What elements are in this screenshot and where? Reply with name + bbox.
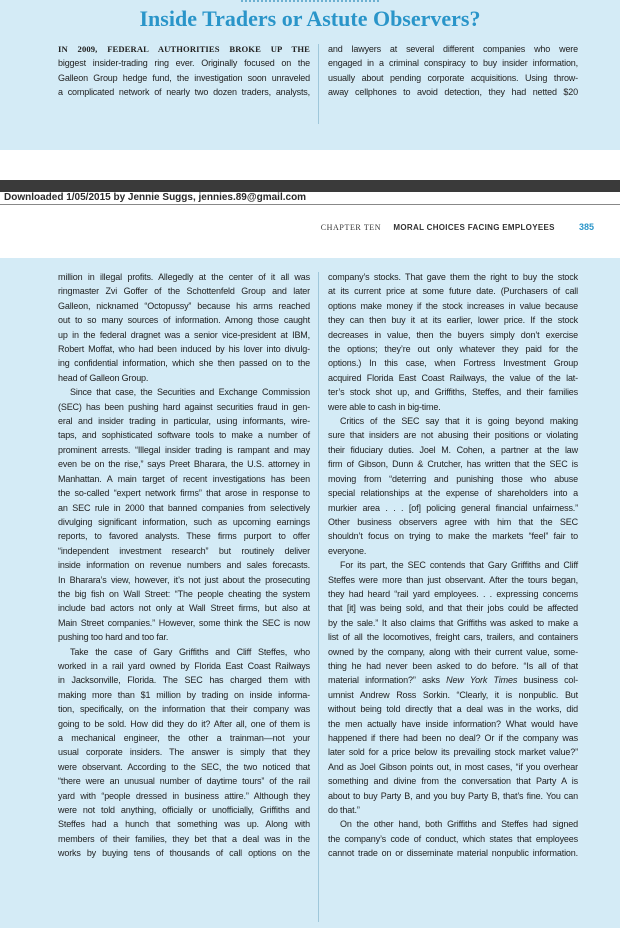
text-line: and lawyers at several different companies who were: [328, 44, 578, 54]
text-line: that [it] was being sold, and that their jobs could be affected: [328, 603, 578, 614]
text-line: making more than $1 million by trading on inside informa-: [58, 689, 310, 700]
text-line: even be on the rise,” says Preet Bharara, the U.S. attorney in: [58, 459, 310, 470]
text-line: Critics of the SEC say that it is going beyond making: [340, 416, 578, 427]
text-line: thing he had never been asked to do before. “Is all of that: [328, 660, 578, 671]
text-line: going to be sold. How did they do it? After all, one of them is: [58, 718, 310, 729]
text-line: the options; they’re out only whatever they paid for the: [328, 344, 578, 355]
text-line: their fiduciary duties. Joel M. Cohen, a partner at the law: [328, 444, 578, 455]
text-line: without being told directly that a deal was in the works, did: [328, 704, 578, 715]
text-line: owned by the company, along with their current value, some-: [328, 646, 578, 657]
page-number: 385: [578, 222, 594, 232]
text-line: For its part, the SEC contends that Gary Griffiths and Cliff: [340, 560, 578, 571]
text-line: the so-called “expert network firms” that arose in response to: [58, 488, 310, 499]
text-line: a mechanical engineer, the other a trainman—not your: [58, 733, 310, 743]
sidebar-box-top: [0, 0, 620, 150]
text-line: prominent arrests. “Illegal insider trading is rampant and may: [58, 444, 310, 455]
text-line: In Bharara’s view, however, it’s not just about the prosecuting: [58, 574, 310, 585]
text-line: pushing too hard and too far.: [58, 632, 169, 643]
text-line: Galleon, nicknamed “Octopussy” because his arms reached: [58, 300, 310, 311]
download-notice: Downloaded 1/05/2015 by Jennie Suggs, jennies.89@gmail.com: [0, 192, 620, 204]
text-line: shouldn’t focus on trying to make the markets “feel” fair to: [328, 531, 578, 542]
text-line: were not told anything, officially or unofficially, Griffiths and: [58, 805, 310, 816]
column-divider: [318, 44, 319, 124]
text-line: include bad actors not only at Wall Street firms, but also at: [58, 603, 310, 614]
text-line: ringmaster Zvi Goffer of the Schottenfeld Group and later: [58, 286, 310, 297]
text-line: Steffes had a hunch that something was up. Along with: [58, 819, 310, 830]
text-line: later sold for a price below its prevailing stock market value?”: [328, 747, 578, 758]
text-line: acquired Florida East Coast Railways, the value of the lat-: [328, 372, 578, 383]
text-line: out to so many sources of information. Among those caught: [58, 315, 310, 326]
text-line: usually about pending corporate acquisitions. Using throw-: [328, 72, 578, 83]
text-line: cannot trade on or disseminate material nonpublic information.: [328, 848, 578, 859]
text-line: eral and insider trading in particular, using informants, wire-: [58, 416, 310, 427]
text-line: Since that case, the Securities and Exchange Commission: [70, 387, 310, 398]
text-line: company’s stocks. That gave them the right to buy the stock: [328, 272, 578, 282]
text-line: Galleon Group hedge fund, the investigation soon unraveled: [58, 72, 310, 83]
text-line: umnist Andrew Ross Sorkin. “Clearly, it is nonpublic. But: [328, 689, 578, 700]
text-line: firm of Gibson, Dunn & Crutcher, has written that the SEC is: [328, 459, 578, 470]
text-line: “there were an unusual number of daytime tours” of the rail: [58, 776, 310, 787]
text-line: something and divine from the conversation that Party A is: [328, 776, 578, 787]
text-line: usual corporate insiders. The answer is simply that they: [58, 747, 310, 758]
text-line: engaged in a criminal conspiracy to buy insider information,: [328, 58, 578, 69]
text-line: (SEC) has been pushing hard against securities fraud in gen-: [58, 401, 310, 412]
decorative-dots: [240, 0, 380, 2]
text-line: ing confidential information, which she then passed on to the: [58, 358, 310, 369]
running-head: [321, 222, 594, 232]
box-title: Inside Traders or Astute Observers?: [139, 6, 481, 31]
text-line: in Jacksonville, Florida. The SEC has charged them with: [58, 675, 310, 686]
page-gap: [0, 150, 620, 180]
text-line: at its current price at some future date. (Purchasers of call: [328, 286, 578, 297]
column-divider: [318, 272, 319, 922]
text-line: Other business observers agree with him that the SEC: [328, 516, 578, 527]
text-line: decreases in value, then the buyers simply don’t exercise: [328, 329, 578, 340]
text-line: biggest insider-trading ring ever. Originally focused on the: [58, 58, 310, 69]
text-line: up in the federal dragnet was a senior vice-president at IBM,: [58, 329, 310, 340]
text-line: were able to cash in big-time.: [328, 401, 441, 412]
text-line: taps, and sophisticated software tools to make a number of: [58, 430, 310, 441]
text-line: head of Galleon Group.: [58, 372, 149, 383]
text-line: options make money if the stock increases in value because: [328, 300, 578, 311]
text-line: Steffes were more than just observant. After the tours began,: [328, 574, 578, 585]
text-line: And as Joel Gibson points out, in most cases, “if you overhear: [328, 761, 578, 772]
text-line: away cellphones to avoid detection, they had netted $20: [328, 87, 578, 98]
main-left-column: [58, 270, 310, 861]
text-line: they can then buy it at its earlier, lower price. If the stock: [328, 315, 578, 326]
lead-in: IN 2009, FEDERAL AUTHORITIES BROKE UP THE: [58, 44, 310, 54]
text-line: ter’s stock shot up, and Griffiths, Steffes, and their families: [328, 387, 578, 398]
text-line: inside information on revenue numbers and sales forecasts.: [58, 560, 310, 571]
text-line: Take the case of Gary Griffiths and Cliff Steffes, who: [70, 646, 310, 657]
text-line: Robert Moffat, who had been induced by his lover into divulg-: [58, 344, 310, 355]
text-line: tion, specifically, on the information that their company was: [58, 704, 310, 715]
main-right-column: [328, 270, 578, 861]
text-line: members of their families, they bet that a deal was in the: [58, 833, 310, 844]
text-line: murkier area . . . [of] policing general financial unfairness.”: [328, 502, 578, 513]
text-line: yard with “people dressed in business attire.” Although they: [58, 790, 310, 801]
text-line: “independent investment research” but routinely deliver: [58, 545, 310, 556]
text-line: material information?” asks New York Times business col-: [328, 675, 578, 686]
text-line: about to buy Party B, and you buy Party B, that’s fine. You can: [328, 790, 578, 801]
text-line: special relationships at the expense of shareholders into a: [328, 488, 578, 499]
text-line: Manhattan. A main target of recent investigations has been: [58, 473, 310, 484]
chapter-title: MORAL CHOICES FACING EMPLOYEES: [393, 223, 555, 232]
text-line: the big fish on Wall Street: “The people cheating the system: [58, 588, 310, 599]
text-line: works by buying tens of thousands of call options on the: [58, 848, 310, 859]
text-line: an SEC rule in 2000 that banned companies from selectively: [58, 502, 310, 513]
text-line: the company’s code of conduct, which states that employees: [328, 833, 578, 844]
text-line: million in illegal profits. Allegedly at the center of it all was: [58, 272, 310, 282]
chapter-label: CHAPTER TEN: [320, 223, 382, 232]
text-line: a complicated network of nearly two dozen traders, analysts,: [58, 87, 310, 98]
text-line: they had heard “rail yard employees. . . expressing concerns: [328, 588, 578, 599]
text-line: the men actually have inside information? What would have: [328, 718, 578, 729]
text-line: On the other hand, both Griffiths and Steffes had signed: [340, 819, 578, 830]
text-line: happened if there had been no deal? Or if the company was: [328, 733, 578, 743]
text-line: divulging significant information, such as upcoming earnings: [58, 516, 310, 527]
text-line: everyone.: [328, 545, 367, 556]
text-line: sure that insiders are not abusing their positions or violating: [328, 430, 578, 441]
text-line: worked in a rail yard owned by Florida East Coast Railways: [58, 660, 310, 671]
text-line: Main Street companies.” However, some think the SEC is now: [58, 617, 310, 628]
text-line: were observant. According to the SEC, the two noticed that: [58, 761, 310, 772]
top-right-column: [328, 42, 578, 100]
text-line: do that.”: [328, 805, 360, 816]
text-line: options.) In this case, when Fortress Investment Group: [328, 358, 578, 369]
header-rule: [0, 204, 620, 205]
text-line: reports, to favored analysts. These firms purport to offer: [58, 531, 310, 542]
text-line: moving from “deterring and punishing those who abuse: [328, 473, 578, 484]
top-left-column: [58, 42, 310, 100]
page-break-band: [0, 180, 620, 192]
text-line: list of all the locomotives, freight cars, trailers, and containers: [328, 632, 578, 643]
text-line: by the sale.” It also claims that Griffiths was asked to make a: [328, 617, 578, 628]
